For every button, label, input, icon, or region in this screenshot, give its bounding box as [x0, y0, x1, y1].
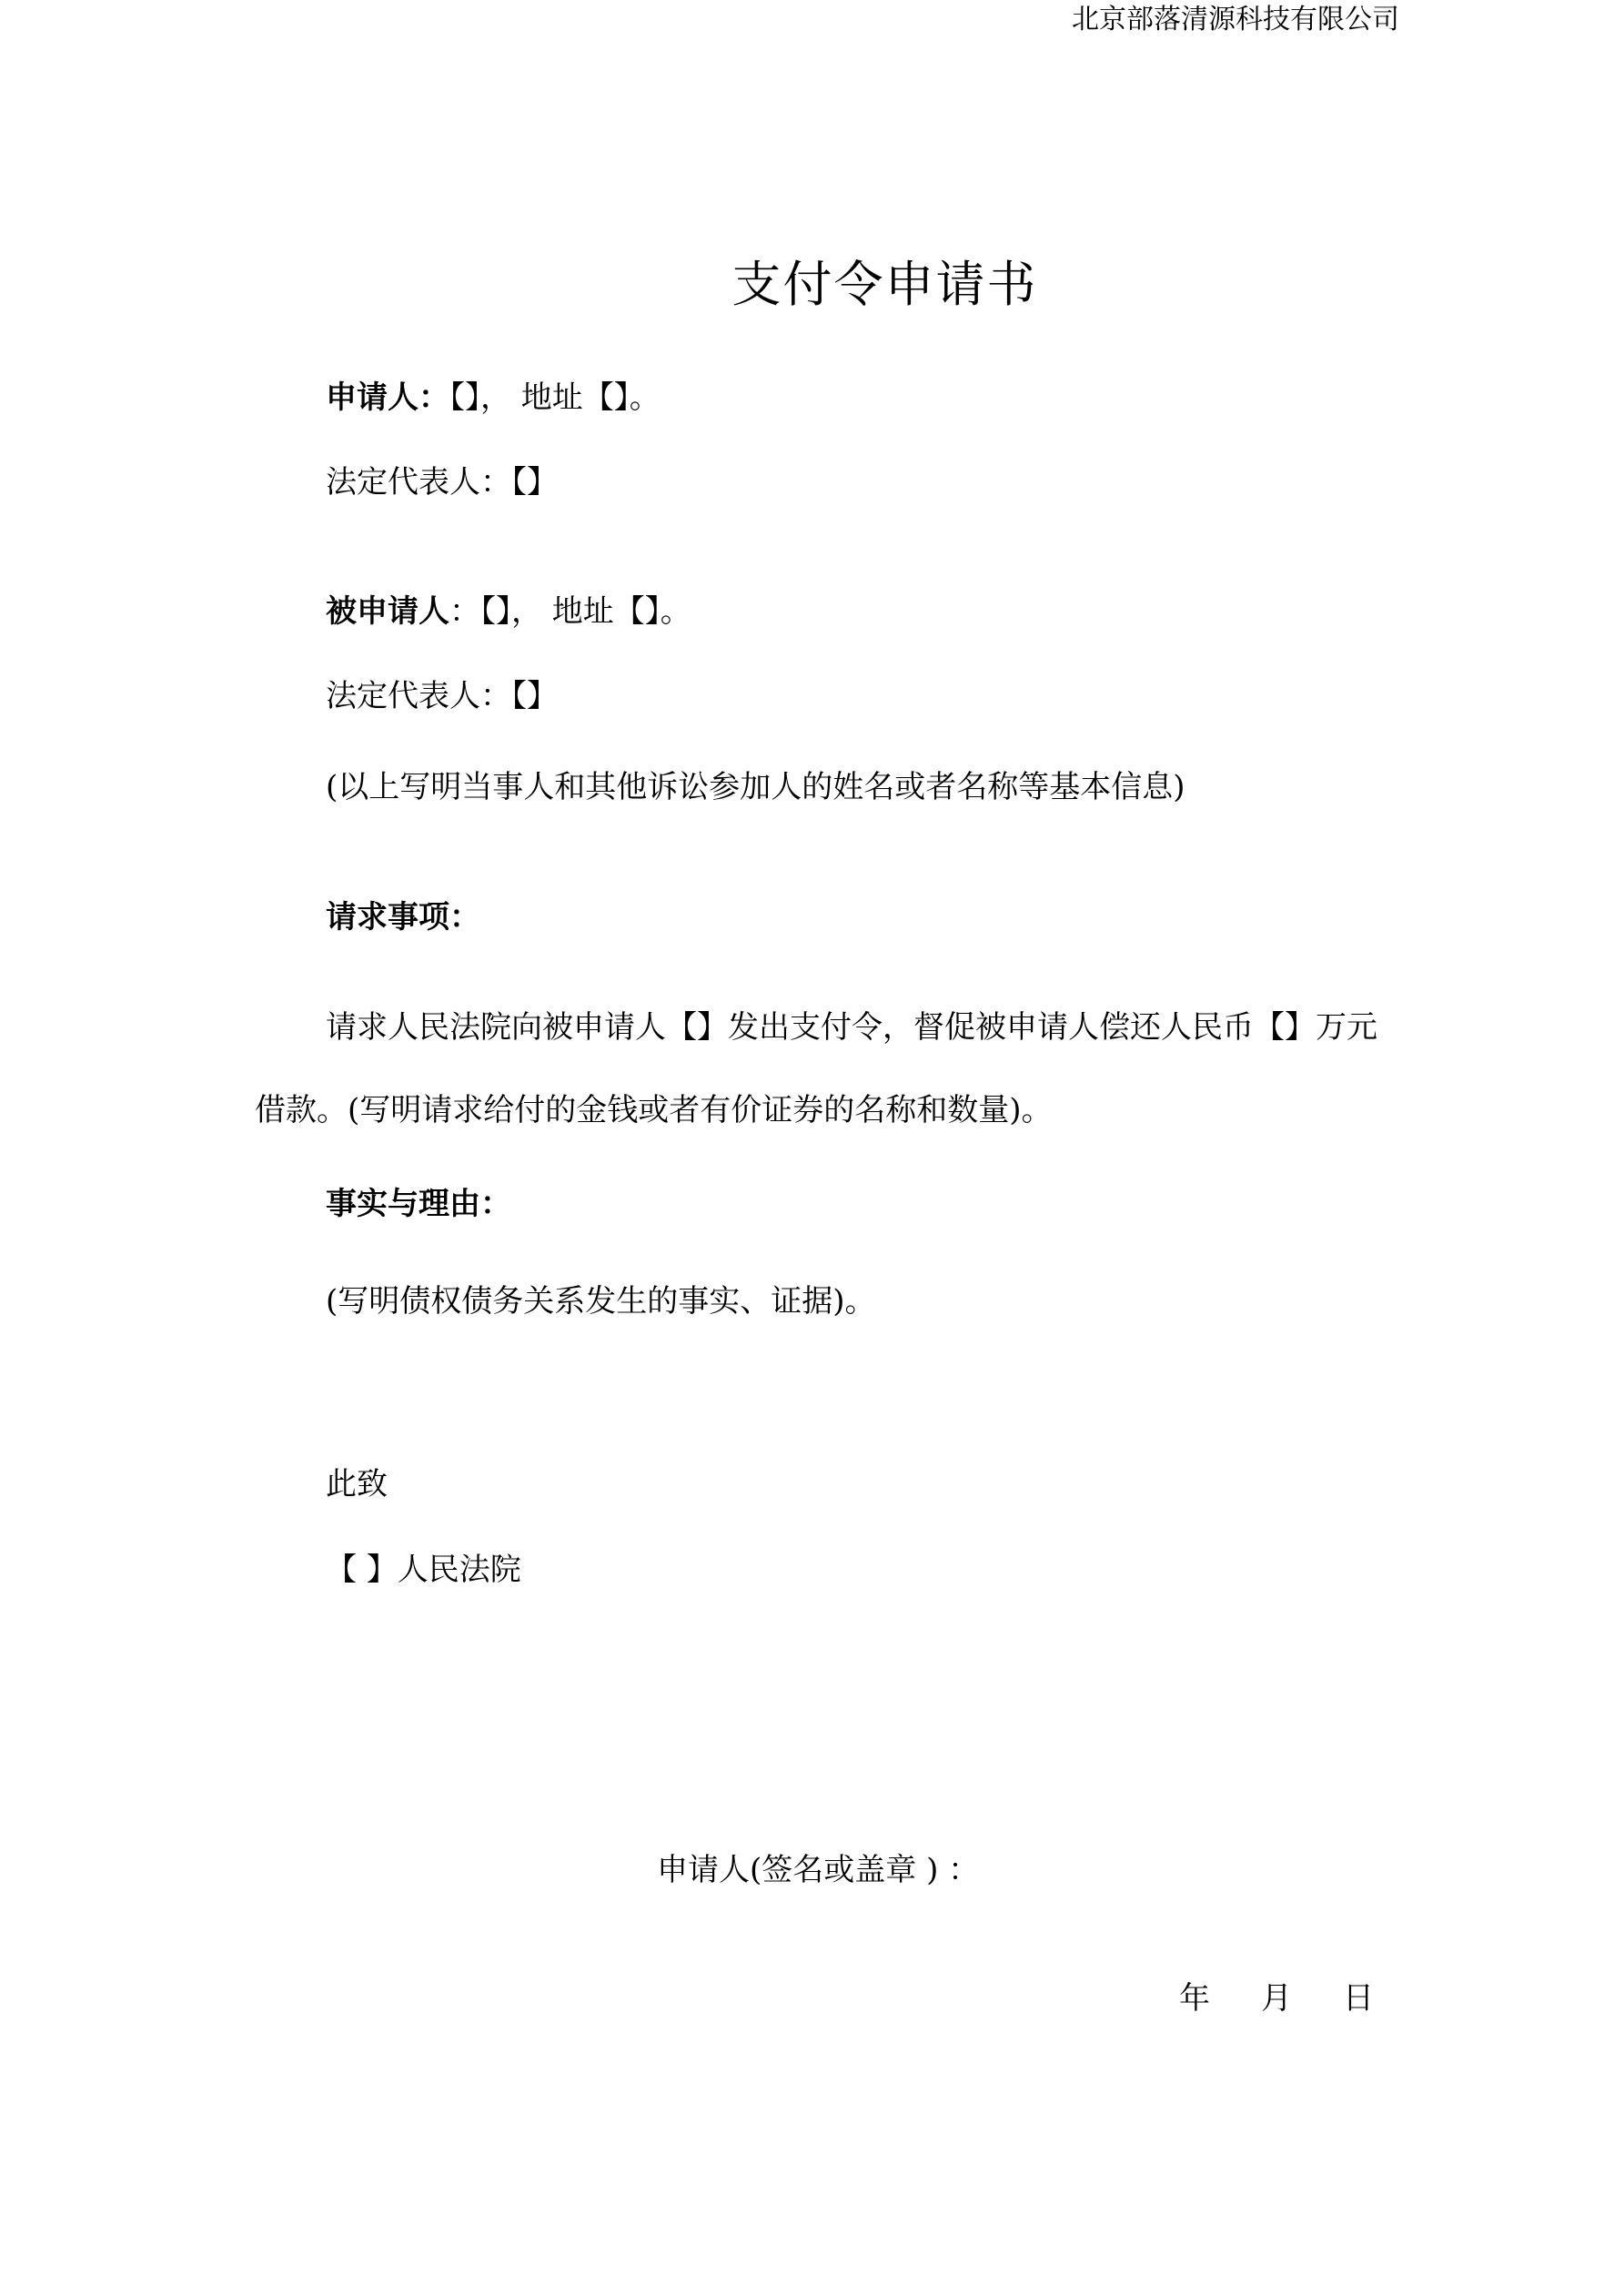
- document-title: 支付令申请书: [731, 256, 1038, 313]
- date-day: 日: [1343, 1980, 1374, 2017]
- respondent-label: 被申请人: [326, 593, 449, 630]
- claims-text: 请求人民法院向被申请人【】发出支付令，督促被申请人偿还人民币【】万元借款。(写明请求给付的金钱或者有价证券的名称和数量)。: [255, 1009, 1377, 1128]
- respondent-line: [326, 589, 691, 634]
- header-company-name: 北京部落清源科技有限公司: [1072, 4, 1399, 35]
- court-name: 【 】人民法院: [326, 1552, 521, 1588]
- date-month: 月: [1261, 1980, 1292, 2017]
- date-line: [1179, 1976, 1374, 2021]
- party-note: (以上写明当事人和其他诉讼参加人的姓名或者名称等基本信息): [326, 769, 1185, 805]
- closing-salutation: 此致: [326, 1466, 388, 1502]
- signature-line: 申请人(签名或盖章 ) ：: [657, 1852, 980, 1888]
- applicant-label: 申请人：: [326, 379, 449, 416]
- applicant-representative: 法定代表人：【】: [326, 464, 558, 501]
- claims-heading: 请求事项：: [326, 899, 480, 936]
- respondent-representative: 法定代表人：【】: [326, 678, 558, 714]
- respondent-value: ：【】， 地址【】。: [449, 593, 691, 630]
- applicant-value: 【】， 地址【】。: [449, 379, 661, 416]
- facts-text: (写明债权债务关系发生的事实、证据)。: [326, 1283, 876, 1320]
- applicant-line: [326, 375, 661, 420]
- facts-heading: 事实与理由：: [326, 1186, 511, 1222]
- date-year: 年: [1179, 1980, 1210, 2017]
